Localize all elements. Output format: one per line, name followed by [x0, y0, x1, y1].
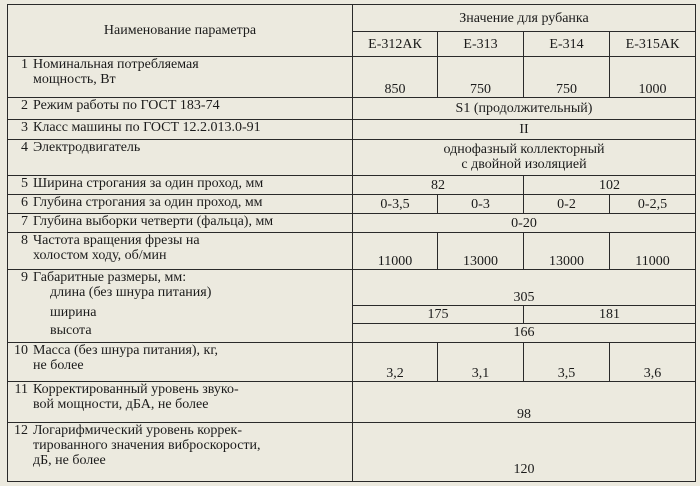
row-number: 9	[21, 269, 28, 285]
model-header: Е-314	[524, 32, 610, 57]
value-cell: 3,6	[610, 343, 696, 382]
model-header: Е-312АК	[353, 32, 438, 57]
row-number: 6	[21, 195, 28, 211]
parameter-label: Корректированный уровень звуко-	[33, 382, 239, 398]
table-row	[8, 97, 696, 119]
value-line: с двойной изоляцией	[461, 157, 587, 173]
parameter-cell	[8, 139, 353, 175]
parameter-name-header: Наименование параметра	[8, 5, 353, 57]
parameter-label: дБ, не более	[33, 452, 106, 468]
table-row	[8, 214, 696, 233]
parameter-label: Режим работы по ГОСТ 183-74	[33, 97, 220, 113]
value-cell: 0-2,5	[610, 195, 696, 214]
model-header: Е-313	[438, 32, 524, 57]
value-cell: 102	[524, 176, 696, 195]
value-cell: 0-3	[438, 195, 524, 214]
specifications-table	[7, 4, 696, 482]
value-cell: 11000	[353, 233, 438, 269]
row-number: 7	[21, 214, 28, 230]
parameter-label: Масса (без шнура питания), кг,	[33, 343, 219, 359]
parameter-label: Класс машины по ГОСТ 12.2.013.0-91	[33, 119, 261, 135]
value-cell: 0-20	[353, 214, 696, 233]
parameter-label: холостом ходу, об/мин	[33, 248, 167, 264]
row-number: 11	[14, 382, 28, 398]
row-number: 3	[21, 119, 28, 135]
parameter-cell	[8, 305, 353, 323]
value-cell: 750	[438, 57, 524, 97]
value-cell: 0-3,5	[353, 195, 438, 214]
parameter-label: Глубина выборки четверти (фальца), мм	[33, 214, 274, 230]
value-group-header: Значение для рубанка	[353, 5, 696, 32]
parameter-cell	[8, 195, 353, 214]
table-row	[8, 233, 696, 269]
table-row	[8, 323, 696, 342]
row-number: 4	[21, 139, 28, 155]
value-cell: 82	[353, 176, 524, 195]
parameter-label: мощность, Вт	[33, 72, 116, 88]
table-row	[8, 119, 696, 139]
value-cell: 0-2	[524, 195, 610, 214]
value-cell: S1 (продолжительный)	[353, 97, 696, 119]
value-cell: 120	[353, 422, 696, 482]
parameter-label: вой мощности, дБА, не более	[33, 397, 209, 413]
value-cell: 181	[524, 305, 696, 323]
parameter-cell	[8, 176, 353, 195]
table-row	[8, 195, 696, 214]
parameter-cell	[8, 233, 353, 269]
parameter-cell	[8, 57, 353, 97]
parameter-label: высота	[50, 323, 92, 339]
parameter-label: Частота вращения фрезы на	[33, 233, 200, 249]
table-row	[8, 422, 696, 482]
row-number: 12	[14, 422, 28, 438]
value-cell: 13000	[524, 233, 610, 269]
table-row	[8, 382, 696, 422]
row-number: 10	[14, 343, 28, 359]
table-row	[8, 305, 696, 323]
parameter-cell	[8, 97, 353, 119]
value-cell: 3,2	[353, 343, 438, 382]
parameter-label: не более	[33, 358, 84, 374]
parameter-cell	[8, 323, 353, 342]
parameter-cell	[8, 269, 353, 305]
table-row	[8, 269, 696, 305]
value-cell: 166	[353, 323, 696, 342]
parameter-cell	[8, 422, 353, 482]
value-cell: 175	[353, 305, 524, 323]
value-cell: 3,1	[438, 343, 524, 382]
value-cell: 750	[524, 57, 610, 97]
parameter-label: Глубина строгания за один проход, мм	[33, 195, 263, 211]
value-cell: 1000	[610, 57, 696, 97]
value-cell	[353, 139, 696, 175]
model-header: Е-315АК	[610, 32, 696, 57]
row-number: 1	[21, 57, 28, 73]
table-row	[8, 139, 696, 175]
parameter-label: ширина	[50, 305, 97, 321]
parameter-cell	[8, 119, 353, 139]
parameter-label: Номинальная потребляемая	[33, 57, 199, 73]
parameter-label: Логарифмический уровень коррек-	[33, 422, 243, 438]
value-line: однофазный коллекторный	[443, 142, 605, 158]
value-cell: 98	[353, 382, 696, 422]
parameter-label: Габаритные размеры, мм:	[33, 269, 187, 285]
value-cell: 11000	[610, 233, 696, 269]
value-cell: 305	[353, 269, 696, 305]
row-number: 5	[21, 176, 28, 192]
value-cell: 850	[353, 57, 438, 97]
parameter-label: тированного значения виброскорости,	[33, 437, 261, 453]
row-number: 2	[21, 97, 28, 113]
table-row	[8, 343, 696, 382]
value-cell: II	[353, 119, 696, 139]
parameter-label: Ширина строгания за один проход, мм	[33, 176, 264, 192]
value-cell: 13000	[438, 233, 524, 269]
row-number: 8	[21, 233, 28, 249]
parameter-cell	[8, 382, 353, 422]
parameter-label: длина (без шнура питания)	[50, 284, 212, 300]
parameter-cell	[8, 214, 353, 233]
parameter-cell	[8, 343, 353, 382]
value-cell: 3,5	[524, 343, 610, 382]
table-row	[8, 176, 696, 195]
table-row	[8, 57, 696, 97]
parameter-label: Электродвигатель	[33, 139, 141, 155]
